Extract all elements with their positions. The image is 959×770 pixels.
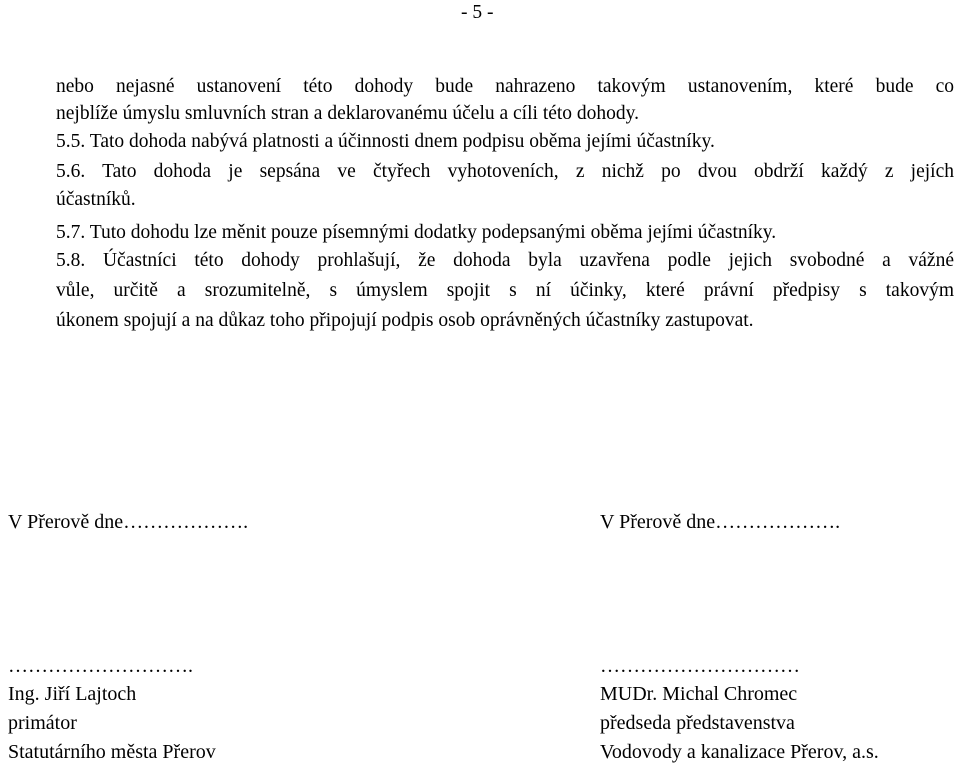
paragraph-line-2: nejblíže úmyslu smluvních stran a deklarovanému účelu a cíli této dohody. xyxy=(56,103,640,124)
signatory-organization-right: Vodovody a kanalizace Přerov, a.s. xyxy=(600,741,879,763)
signature-place-date-left: V Přerově dne………………. xyxy=(8,511,249,533)
signatory-organization-left: Statutárního města Přerov xyxy=(8,741,216,763)
signature-place-date-right: V Přerově dne………………. xyxy=(600,511,841,533)
paragraph-line-1 xyxy=(56,77,954,97)
signature-line-left: ………………………. xyxy=(8,655,193,677)
paragraph-text: 5.6. Tato dohoda je sepsána ve čtyřech vyhotoveních, z nichž po dvou obdrží každý z jejích xyxy=(56,161,954,182)
paragraph-text: vůle, určitě a srozumitelně, s úmyslem spojit s ní účinky, které právní předpisy s takovým xyxy=(56,280,954,301)
signatory-name-left: Ing. Jiří Lajtoch xyxy=(8,683,137,705)
signatory-role-left: primátor xyxy=(8,712,77,734)
signatory-role-right: předseda představenstva xyxy=(600,712,795,734)
signatory-name-right: MUDr. Michal Chromec xyxy=(600,683,798,705)
clause-5-6-line-2: účastníků. xyxy=(56,189,136,210)
clause-5-8-line-1 xyxy=(56,251,954,271)
paragraph-text: nebo nejasné ustanovení této dohody bude nahrazeno takovým ustanovením, které bude co xyxy=(56,76,954,97)
signature-line-right: ………………………… xyxy=(600,655,800,677)
clause-5-8-line-3: úkonem spojují a na důkaz toho připojují podpis osob oprávněných účastníky zastupovat. xyxy=(56,310,754,331)
paragraph-text: 5.8. Účastníci této dohody prohlašují, že dohoda byla uzavřena podle jejich svobodné a vážné xyxy=(56,250,954,271)
clause-5-6-line-1 xyxy=(56,162,954,182)
page-number: - 5 - xyxy=(461,2,494,23)
clause-5-5: 5.5. Tato dohoda nabývá platnosti a účinnosti dnem podpisu oběma jejími účastníky. xyxy=(56,131,715,152)
clause-5-7: 5.7. Tuto dohodu lze měnit pouze písemnými dodatky podepsanými oběma jejími účastníky. xyxy=(56,222,777,243)
clause-5-8-line-2 xyxy=(56,281,954,301)
